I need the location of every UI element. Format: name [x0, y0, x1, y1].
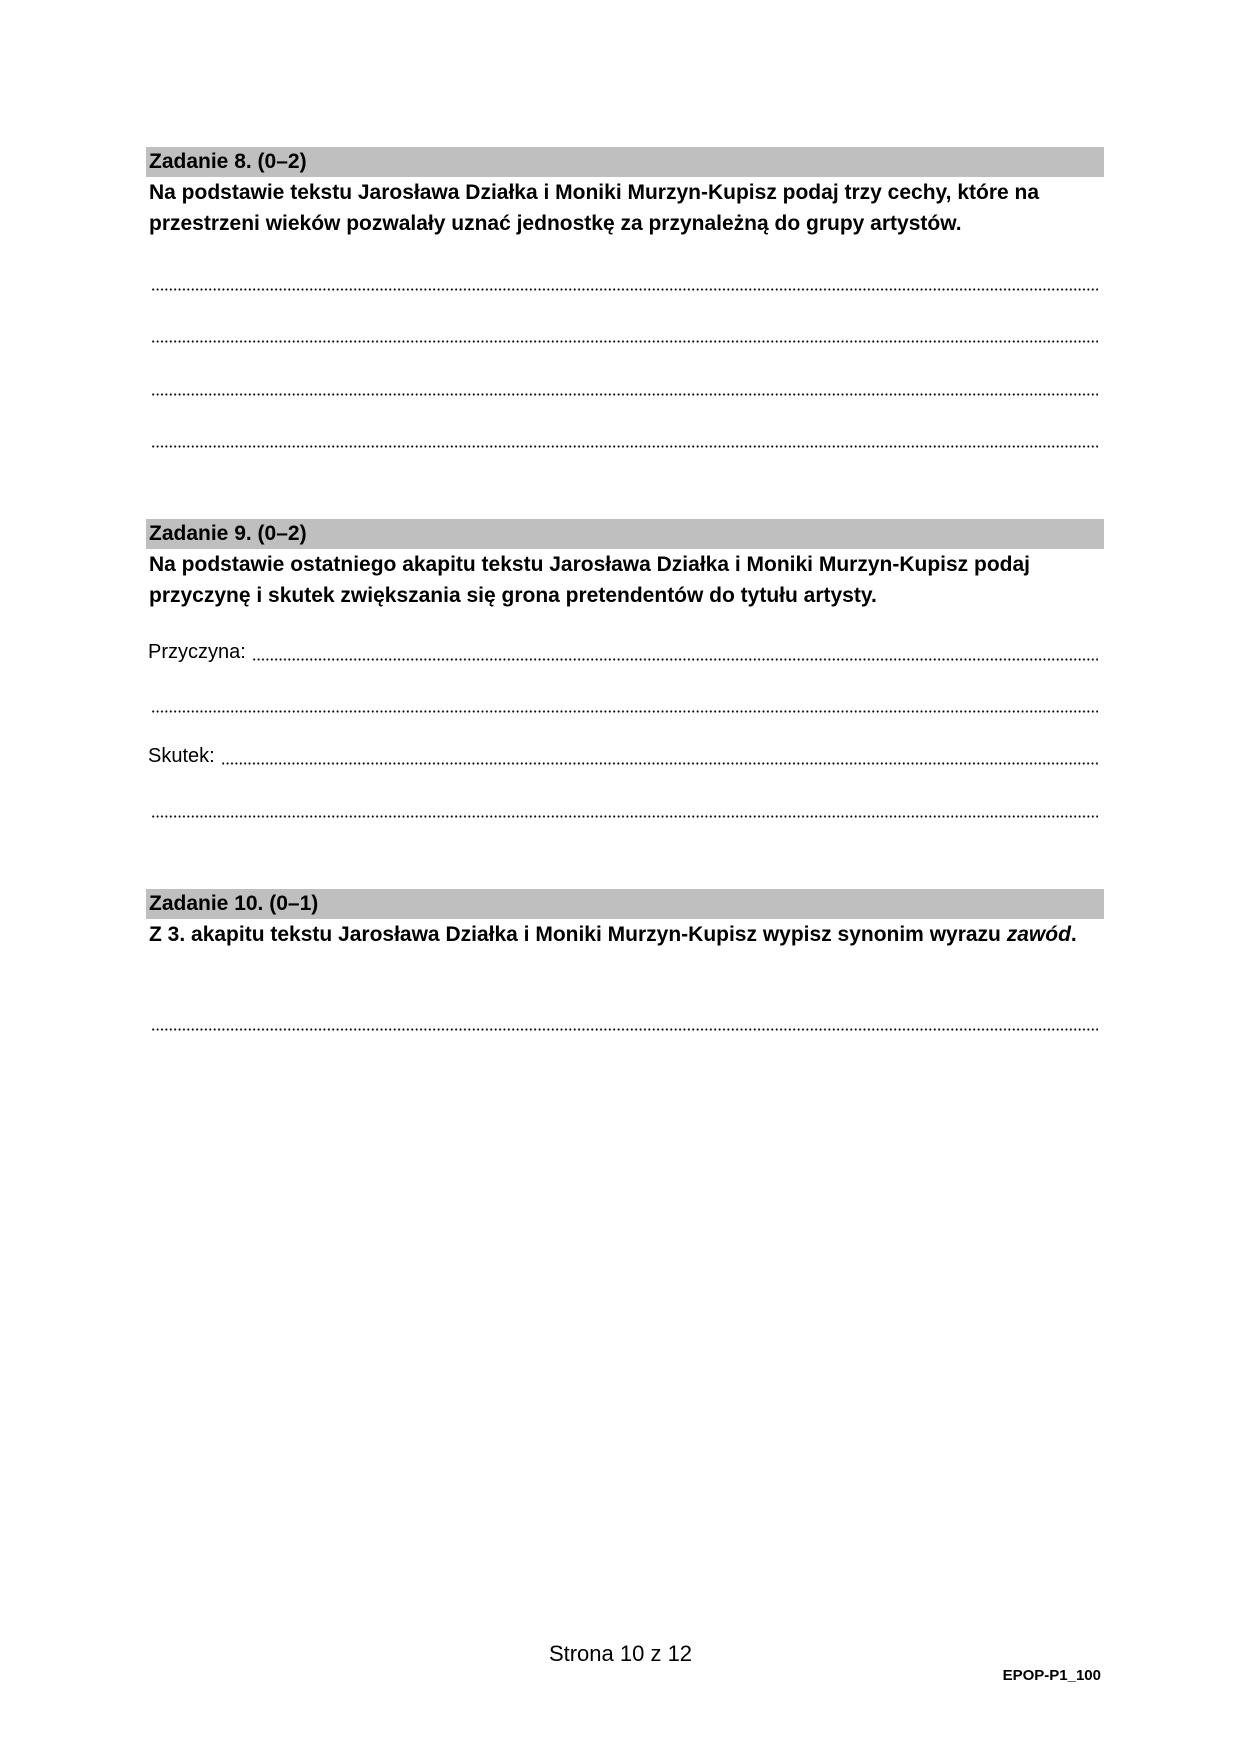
- task-9: [146, 519, 1104, 611]
- effect-answer-line[interactable]: [148, 744, 1098, 768]
- task-header: Zadanie 10. (0–1): [146, 889, 1104, 919]
- task-question: [146, 919, 1104, 950]
- effect-label: Skutek:: [148, 745, 215, 767]
- answer-line[interactable]: [151, 270, 1098, 294]
- question-text: Z 3. akapitu tekstu Jarosława Działka i Moniki Murzyn-Kupisz wypisz synonim wyrazu: [149, 923, 1001, 946]
- cause-label: Przyczyna:: [148, 641, 246, 663]
- answer-line[interactable]: [151, 322, 1098, 346]
- answer-line[interactable]: [151, 427, 1098, 451]
- question-emphasis: zawód: [1006, 923, 1071, 946]
- answer-line[interactable]: [151, 692, 1098, 716]
- answer-line[interactable]: [151, 797, 1098, 821]
- task-question: Na podstawie tekstu Jarosława Działka i Moniki Murzyn-Kupisz podaj trzy cechy, które na przestrzeni wieków pozwalały uznać jednostkę za przynależną do grupy artystów.: [149, 181, 1040, 235]
- document-code: EPOP-P1_100: [1002, 1667, 1101, 1684]
- task-header: Zadanie 8. (0–2): [146, 147, 1104, 177]
- answer-line[interactable]: [151, 1010, 1098, 1034]
- page-number: Strona 10 z 12: [548, 1641, 693, 1666]
- question-end: .: [1070, 923, 1077, 946]
- task-header: Zadanie 9. (0–2): [146, 519, 1104, 549]
- task-8: [146, 147, 1104, 239]
- task-question: Na podstawie ostatniego akapitu tekstu Jarosława Działka i Moniki Murzyn-Kupisz podaj przyczynę i skutek zwiększania się grona pretendentów do tytułu artysty.: [149, 553, 1031, 607]
- task-10: [146, 889, 1104, 950]
- answer-line[interactable]: [151, 375, 1098, 399]
- cause-answer-line[interactable]: [148, 640, 1098, 664]
